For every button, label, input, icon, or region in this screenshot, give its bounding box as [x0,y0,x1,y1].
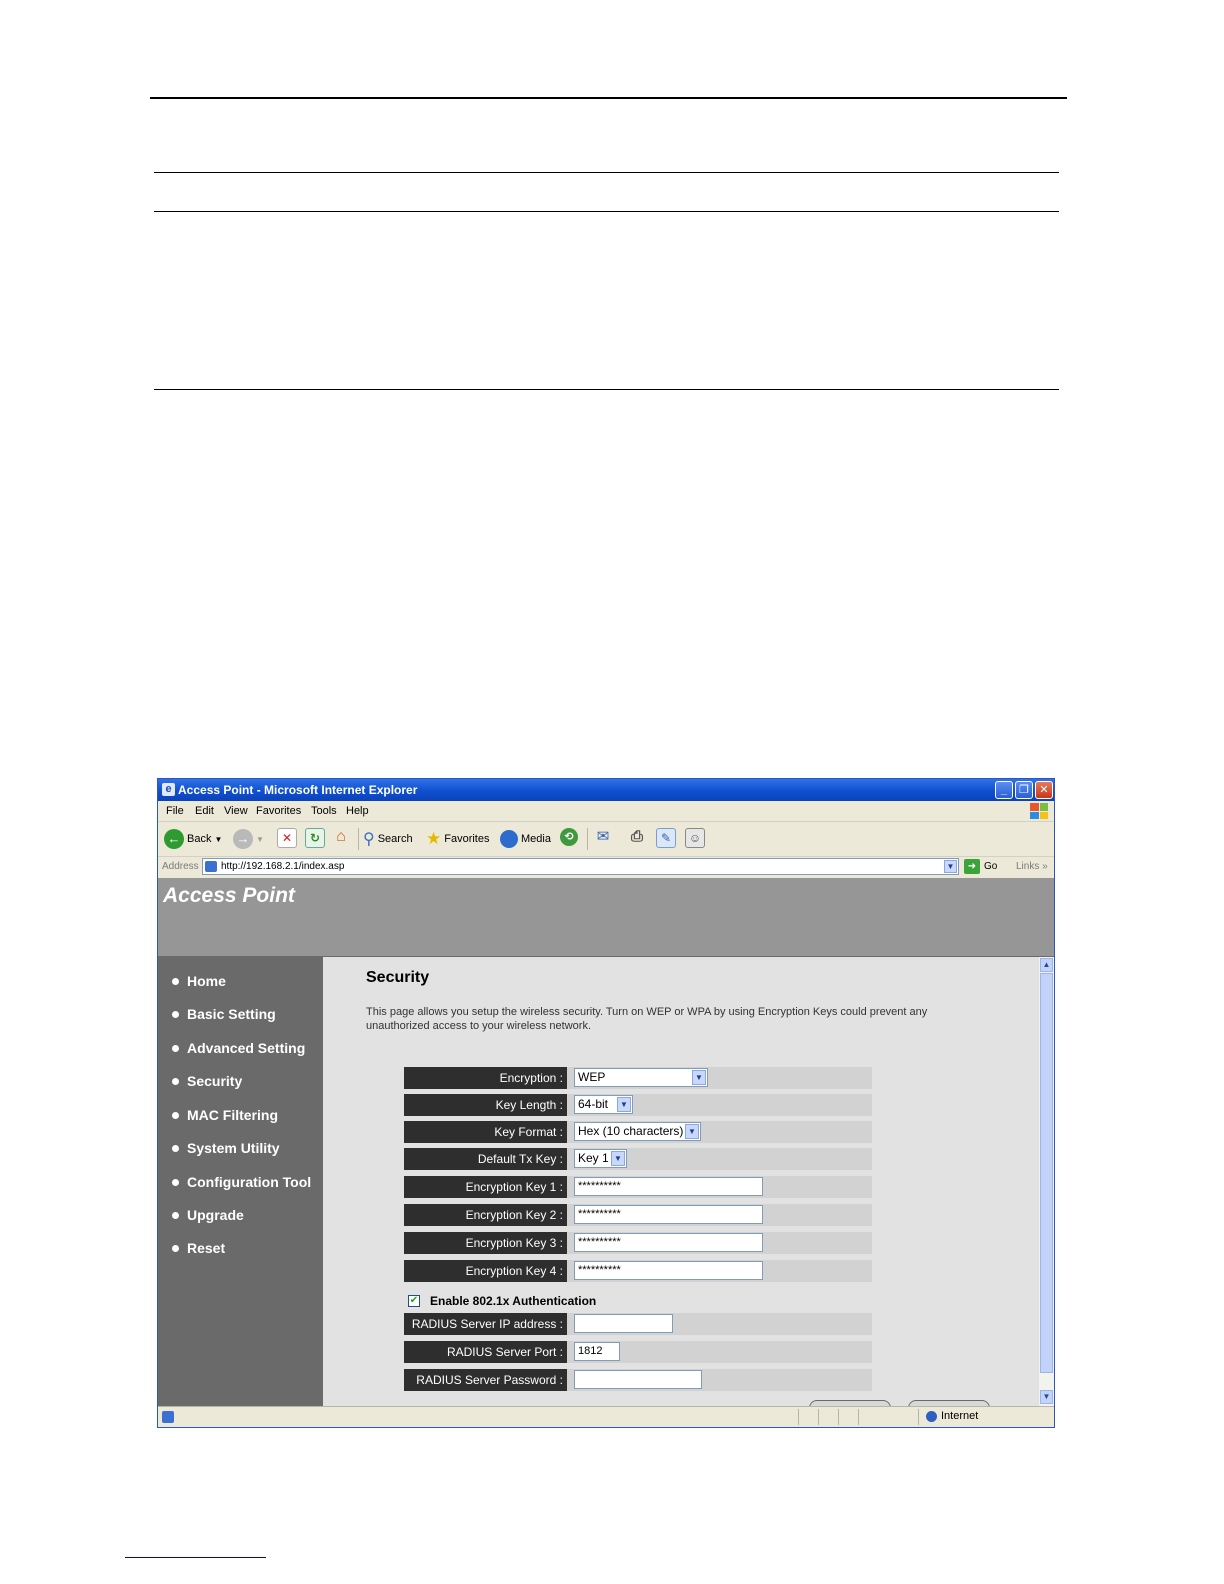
top-rule [150,97,1067,99]
address-label: Address [162,861,199,872]
enable-8021x-label: Enable 802.1x Authentication [430,1294,597,1308]
page-icon [205,861,217,872]
home-icon[interactable]: ⌂ [336,828,346,845]
menu-tools[interactable]: Tools [311,805,337,817]
encryption-row [404,1067,872,1089]
favorites-button[interactable] [426,828,490,850]
bullet-icon [172,1212,179,1219]
menu-file[interactable]: File [166,805,184,817]
encryption-select[interactable] [574,1068,708,1087]
nav-label: Advanced Setting [187,1040,306,1056]
toolbar [158,822,1054,857]
main-content [323,957,1039,1406]
back-arrow-icon: ← [164,829,184,849]
links-button[interactable]: Links » [1016,861,1048,872]
search-button[interactable] [363,828,413,850]
encryption-key-3-label: Encryption Key 3 : [404,1232,567,1254]
close-button[interactable]: ✕ [1035,781,1053,799]
encryption-key-3-input[interactable]: ********** [574,1233,763,1252]
key-format-row [404,1121,872,1143]
encryption-key-2-input[interactable]: ********** [574,1205,763,1224]
key-length-row [404,1094,872,1116]
radius-ip-label: RADIUS Server IP address : [404,1313,567,1335]
scroll-thumb[interactable] [1040,973,1053,1373]
nav-advanced-setting[interactable] [172,1040,305,1056]
nav-label: Upgrade [187,1207,244,1223]
table-rule-2 [154,211,1059,212]
vertical-scrollbar[interactable] [1039,957,1054,1406]
go-arrow-icon: ➜ [964,859,980,874]
media-button[interactable] [500,828,551,850]
go-label: Go [984,861,998,872]
encryption-key-1-row [404,1176,872,1198]
address-input[interactable] [202,858,959,875]
radius-ip-row [404,1313,872,1335]
menu-help[interactable]: Help [346,805,369,817]
restore-button[interactable]: ❐ [1015,781,1033,799]
radius-password-label: RADIUS Server Password : [404,1369,567,1391]
stop-icon[interactable]: ✕ [277,828,297,848]
ie-app-icon: e [162,783,175,796]
default-tx-key-label: Default Tx Key : [404,1148,567,1170]
key-format-value: Hex (10 characters) [578,1124,684,1138]
encryption-key-3-row [404,1232,872,1254]
key-format-select[interactable] [574,1122,701,1141]
encryption-key-4-row [404,1260,872,1282]
address-url: http://192.168.2.1/index.asp [221,861,345,872]
security-zone [926,1410,978,1422]
star-icon: ★ [426,829,442,848]
status-divider [838,1409,839,1425]
radius-port-row [404,1341,872,1363]
page-title: Security [366,969,430,986]
back-label: Back [187,833,212,845]
status-divider [918,1409,919,1425]
enable-8021x-checkbox[interactable]: ✔ [409,1295,419,1306]
bullet-icon [172,1045,179,1052]
search-label: Search [377,833,413,845]
encryption-value: WEP [578,1070,606,1084]
chevron-down-icon[interactable]: ▼ [944,860,957,873]
media-label: Media [521,833,551,845]
status-divider [818,1409,819,1425]
edit-icon[interactable]: ✎ [656,828,676,848]
radius-password-row [404,1369,872,1391]
nav-label: Reset [187,1240,226,1256]
nav-label: MAC Filtering [187,1107,278,1123]
encryption-key-4-label: Encryption Key 4 : [404,1260,567,1282]
radius-ip-input[interactable] [574,1314,673,1333]
bullet-icon [172,1245,179,1252]
status-bar [158,1406,1054,1428]
web-page [158,878,1054,1406]
default-tx-key-value: Key 1 [578,1151,609,1165]
address-bar [158,857,1054,877]
forward-arrow-icon: → [233,829,253,849]
radius-port-label: RADIUS Server Port : [404,1341,567,1363]
favorites-label: Favorites [444,833,490,845]
nav-configuration-tool[interactable] [172,1174,311,1190]
bullet-icon [172,1078,179,1085]
nav-label: Basic Setting [187,1006,276,1022]
scroll-down-icon[interactable]: ▼ [1040,1390,1053,1404]
globe-icon [926,1411,937,1422]
key-format-label: Key Format : [404,1121,567,1143]
menu-view[interactable]: View [224,805,248,817]
default-tx-key-row [404,1148,872,1170]
nav-upgrade[interactable] [172,1207,244,1223]
nav-label: Configuration Tool [187,1174,312,1190]
chevron-down-icon: ▼ [214,834,223,844]
nav-mac-filtering[interactable] [172,1107,278,1123]
links-label: Links [1016,861,1040,872]
toolbar-separator [587,828,588,850]
chevron-down-icon: ▼ [611,1151,625,1166]
window-title: Access Point - Microsoft Internet Explorer [178,783,418,797]
chevron-down-icon: ▼ [617,1097,631,1112]
encryption-key-2-label: Encryption Key 2 : [404,1204,567,1226]
title-bar[interactable] [158,779,1054,801]
menu-favorites[interactable]: Favorites [256,805,302,817]
encryption-key-2-row [404,1204,872,1226]
forward-button[interactable] [233,828,264,850]
refresh-icon[interactable]: ↻ [305,828,325,848]
radius-password-input[interactable] [574,1370,702,1389]
key-length-label: Key Length : [404,1094,567,1116]
chevron-down-icon: ▼ [256,834,264,844]
bullet-icon [172,978,179,985]
back-button[interactable] [164,828,222,850]
zone-label: Internet [941,1410,979,1422]
enable-8021x-row [408,1294,596,1308]
search-icon: ⚲ [363,831,375,848]
messenger-icon[interactable]: ☺ [685,828,705,848]
nav-reset[interactable] [172,1240,225,1256]
encryption-label: Encryption : [404,1067,567,1089]
default-tx-key-select[interactable] [574,1149,627,1168]
bullet-icon [172,1112,179,1119]
toolbar-separator [358,828,359,850]
nav-label: Home [187,973,226,989]
menu-bar [158,801,1054,822]
banner [158,878,1054,957]
nav-security[interactable] [172,1073,242,1089]
scroll-up-icon[interactable]: ▲ [1040,958,1053,972]
bullet-icon [172,1179,179,1186]
browser-window [157,778,1055,1428]
menu-edit[interactable]: Edit [195,805,214,817]
bullet-icon [172,1145,179,1152]
nav-label: System Utility [187,1140,280,1156]
history-icon[interactable]: ⟲ [560,828,578,846]
nav-label: Security [187,1073,243,1089]
go-button[interactable] [964,859,997,874]
page-description: This page allows you setup the wireless security. Turn on WEP or WPA by using Encryption Keys could prevent any unauthorized access to your wireless network. [366,1006,928,1032]
encryption-key-4-input[interactable]: ********** [574,1261,763,1280]
page-status-icon [162,1411,174,1423]
print-icon[interactable]: ⎙ [630,828,643,845]
chevron-down-icon: ▼ [692,1070,706,1085]
key-length-value: 64-bit [578,1097,609,1111]
nav-basic-setting[interactable] [172,1006,276,1022]
sidebar [158,957,323,1406]
minimize-button[interactable]: _ [995,781,1013,799]
table-rule-3 [154,389,1059,390]
chevron-down-icon: ▼ [685,1124,699,1139]
encryption-key-1-label: Encryption Key 1 : [404,1176,567,1198]
footer-link-underline [125,1557,266,1558]
status-divider [798,1409,799,1425]
media-globe-icon [500,830,518,848]
mail-icon[interactable]: ✉ [596,828,610,845]
status-divider [858,1409,859,1425]
windows-logo-icon [1030,803,1048,819]
nav-home[interactable] [172,973,226,989]
banner-title: Access Point [163,884,295,907]
encryption-key-1-input[interactable]: ********** [574,1177,763,1196]
table-rule-1 [154,172,1059,173]
bullet-icon [172,1011,179,1018]
nav-system-utility[interactable] [172,1140,280,1156]
key-length-select[interactable] [574,1095,633,1114]
radius-port-input[interactable]: 1812 [574,1342,620,1361]
